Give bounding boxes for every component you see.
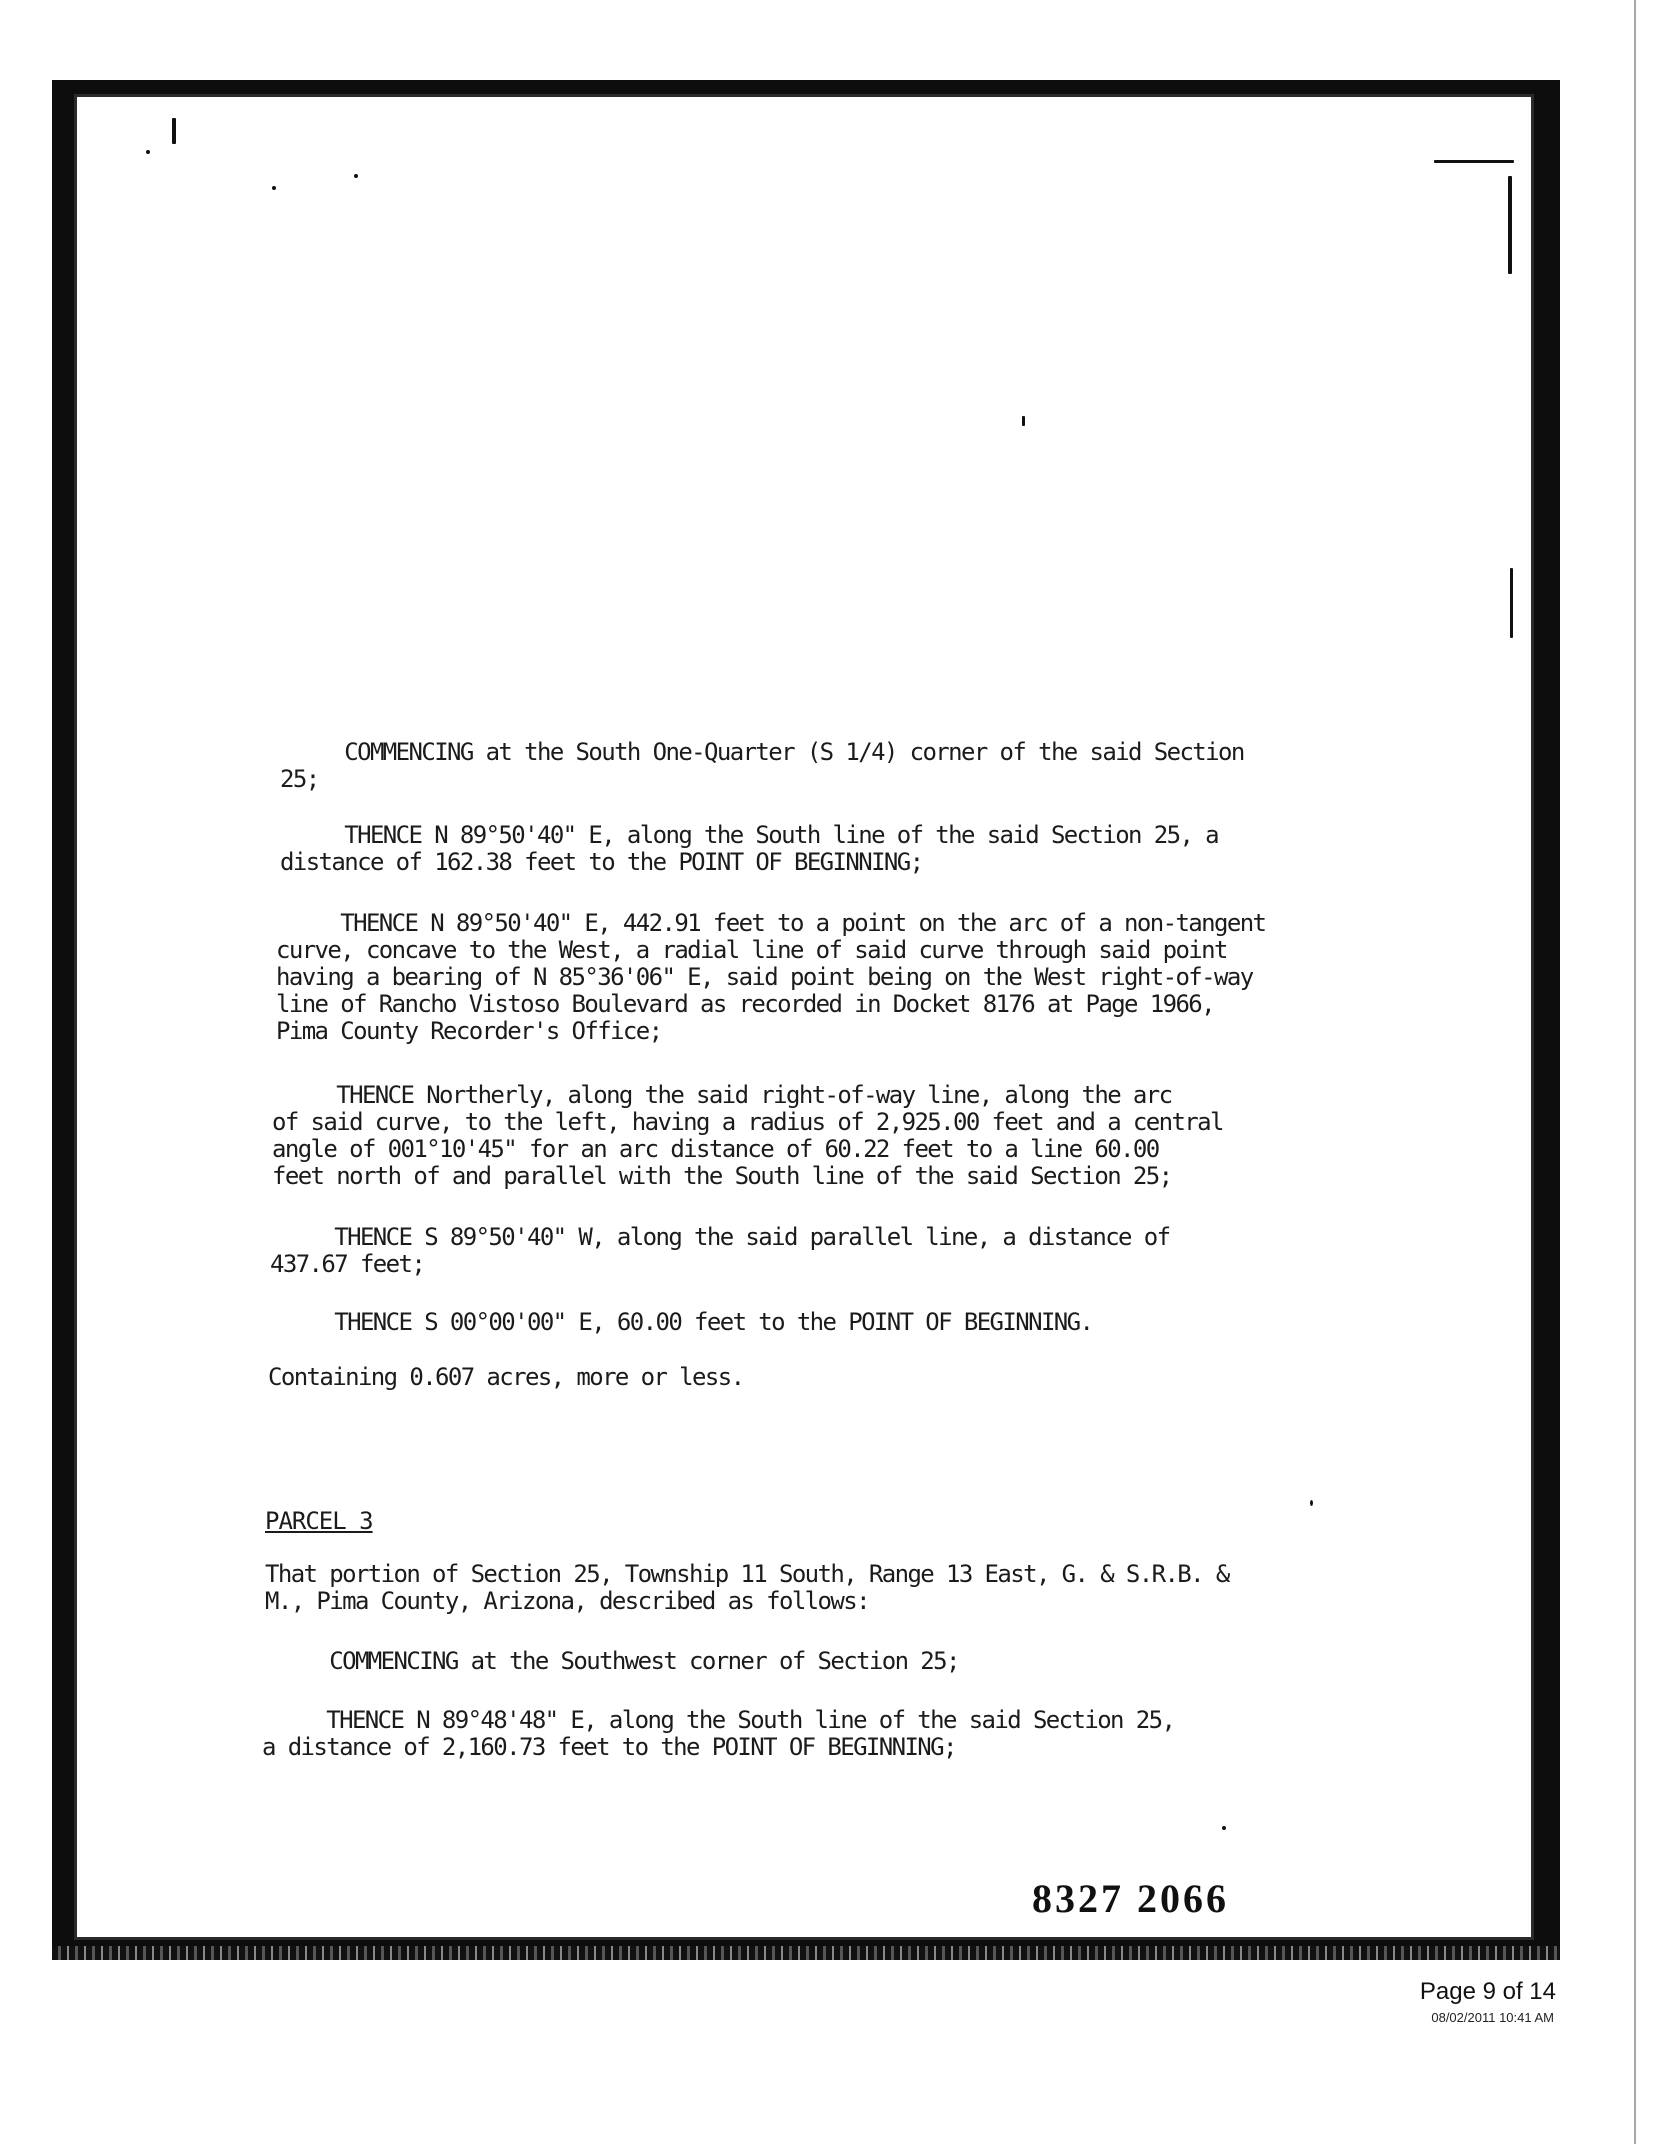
scan-speckle <box>1510 568 1513 638</box>
scan-speckle <box>146 150 150 154</box>
paragraph-thence-to-pob-final: THENCE S 00°00'00" E, 60.00 feet to the POINT OF BEGINNING. <box>270 1308 1093 1336</box>
print-timestamp: 08/02/2011 10:41 AM <box>1431 2010 1554 2025</box>
scan-speckle <box>1508 176 1512 274</box>
paragraph-thence-parallel-line: THENCE S 89°50'40" W, along the said parallel line, a distance of 437.67 feet; <box>270 1223 1170 1278</box>
paragraph-thence-northerly: THENCE Northerly, along the said right-of-way line, along the arc of said curve, to the left, having a radius of 2,925.00 feet and a central angle of 001°10'45" for an arc distance of 60.22 feet to a line 60.00 feet north of and parallel with the South line of the said Section 25; <box>272 1081 1223 1190</box>
scan-speckle <box>272 186 276 190</box>
scan-speckle <box>1434 160 1514 163</box>
scan-speckle <box>1310 1500 1313 1506</box>
recording-number-stamp: 8327 2066 <box>1032 1876 1229 1921</box>
paragraph-portion-description: That portion of Section 25, Township 11 South, Range 13 East, G. & S.R.B. & M., Pima County, Arizona, described as follows: <box>265 1560 1229 1615</box>
scan-speckle <box>1222 1826 1226 1830</box>
paragraph-thence-arc-point: THENCE N 89°50'40" E, 442.91 feet to a point on the arc of a non-tangent curve, concave to the West, a radial line of said curve through said point having a bearing of N 85°36'06" E, said point being on the West right-of-way line of Rancho Vistoso Boulevard as recorded in Docket 8176 at Page 1966, Pima County Recorder's Office; <box>276 909 1266 1045</box>
parcel-heading: PARCEL 3 <box>265 1507 373 1535</box>
paragraph-thence-to-pob: THENCE N 89°50'40" E, along the South line of the said Section 25, a distance of 162.38 feet to the POINT OF BEGINNING; <box>280 821 1218 876</box>
paragraph-thence-2160: THENCE N 89°48'48" E, along the South line of the said Section 25, a distance of 2,160.73 feet to the POINT OF BEGINNING; <box>262 1706 1175 1761</box>
paragraph-commencing-s-quarter: COMMENCING at the South One-Quarter (S 1/4) corner of the said Section 25; <box>280 738 1244 793</box>
scan-speckle <box>172 118 176 144</box>
scan-bottom-noise <box>52 1946 1560 1960</box>
page-counter: Page 9 of 14 <box>1419 1978 1556 2005</box>
scan-speckle <box>354 174 358 178</box>
scan-speckle <box>1022 416 1025 426</box>
paragraph-commencing-southwest: COMMENCING at the Southwest corner of Section 25; <box>265 1647 959 1675</box>
paragraph-acreage: Containing 0.607 acres, more or less. <box>268 1363 744 1391</box>
viewer-scrollbar-edge <box>1634 0 1664 2144</box>
